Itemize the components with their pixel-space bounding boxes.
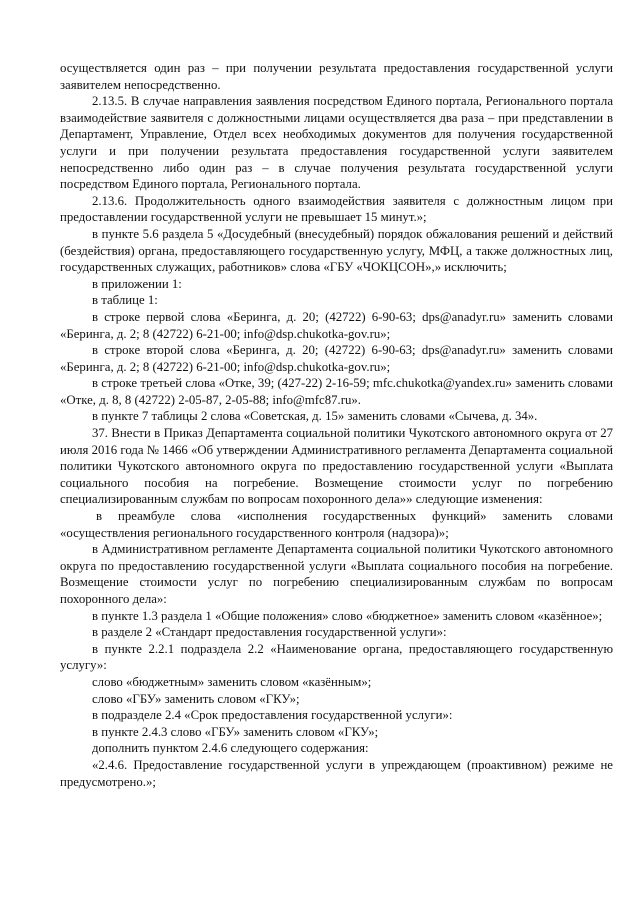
paragraph-add-2-4-6: дополнить пунктом 2.4.6 следующего содержания: <box>92 741 369 756</box>
paragraph-subsection-2-4: в подразделе 2.4 «Срок предоставления государственной услуги»: <box>92 708 453 723</box>
paragraph-2-4-6: «2.4.6. Предоставление государственной услуги в упреждающем (проактивном) режиме не предусмотрено.»; <box>60 757 613 789</box>
paragraph-appendix-1: в приложении 1: <box>92 276 182 291</box>
paragraph-row-2: в строке второй слова «Беринга, д. 20; (42722) 6-90-63; dps@anadyr.ru» заменить словами «Беринга, д. 2; 8 (42722) 6-21-00; info@dsp.chukotka-gov.ru»; <box>60 343 613 374</box>
paragraph-1: осуществляется один раз – при получении результата предоставления государственной услуги заявителем непосредственно. <box>60 61 613 92</box>
paragraph-table-1: в таблице 1: <box>92 293 158 308</box>
paragraph-word-budget: слово «бюджетным» заменить словом «казённым»; <box>92 674 372 689</box>
paragraph-2-13-5: 2.13.5. В случае направления заявления посредством Единого портала, Регионального портала взаимодействие заявителя с должностными лицами осуществляется два раза – при представлении в Департамент, Управление, Отдел всех необходимых документов для получения государственной услуги и при получении результата предоставления государственной услуги заявителем непосредственно либо один раз – в случае получения результата государственной услуги посредством Единого портала, Регионального портала. <box>60 94 613 192</box>
paragraph-table-2-item-7: в пункте 7 таблицы 2 слова «Советская, д. 15» заменить словами «Сычева, д. 34». <box>92 409 538 424</box>
paragraph-37: 37. Внести в Приказ Департамента социальной политики Чукотского автономного округа от 27 июля 2016 года № 1466 «Об утверждении Административного регламента Департамента социальной политики Чукотского автономного округа по предоставлению государственной услуги «Выплата социального пособия на погребение. Возмещение стоимости услуг по погребению специализированным службам по вопросам похоронного дела»» следующие изменения: <box>60 426 613 507</box>
paragraph-item-5-6: в пункте 5.6 раздела 5 «Досудебный (внесудебный) порядок обжалования решений и действий (бездействия) органа, предоставляющего государственную услугу, МФЦ, а также должностных лиц, государственных служащих, работников» слова «ГБУ «ЧОКЦСОН»,» исключить; <box>60 226 613 275</box>
paragraph-row-3: в строке третьей слова «Отке, 39; (427-22) 2-16-59; mfc.chukotka@yandex.ru» заменить словами «Отке, д. 8, 8 (42722) 2-05-87, 2-05-88; info@mfc87.ru». <box>60 376 613 407</box>
paragraph-item-2-2-1: в пункте 2.2.1 подраздела 2.2 «Наименование органа, предоставляющего государственную услугу»: <box>60 641 613 673</box>
paragraph-regulation: в Административном регламенте Департамента социальной политики Чукотского автономного округа по предоставлению государственной услуги «Выплата социального пособия на погребение. Возмещение стоимости услуг по погребению специализированным службам по вопросам похоронного дела»: <box>60 542 613 606</box>
paragraph-word-gbu: слово «ГБУ» заменить словом «ГКУ»; <box>92 691 300 706</box>
paragraph-2-13-6: 2.13.6. Продолжительность одного взаимодействия заявителя с должностным лицом при предоставлении государственной услуги не превышает 15 минут.»; <box>60 193 613 225</box>
paragraph-item-1-3: в пункте 1.3 раздела 1 «Общие положения» слово «бюджетное» заменить словом «казённое»; <box>92 608 603 623</box>
document-page <box>60 60 613 790</box>
paragraph-item-2-4-3: в пункте 2.4.3 слово «ГБУ» заменить словом «ГКУ»; <box>92 724 379 739</box>
paragraph-row-1: в строке первой слова «Беринга, д. 20; (42722) 6-90-63; dps@anadyr.ru» заменить словами «Беринга, д. 2; 8 (42722) 6-21-00; info@dsp.chukotka-gov.ru»; <box>60 309 613 341</box>
paragraph-section-2: в разделе 2 «Стандарт предоставления государственной услуги»: <box>92 625 447 640</box>
paragraph-preamble: в преамбуле слова «исполнения государственных функций» заменить словами «осуществления регионального государственного контроля (надзора)»; <box>60 509 613 540</box>
